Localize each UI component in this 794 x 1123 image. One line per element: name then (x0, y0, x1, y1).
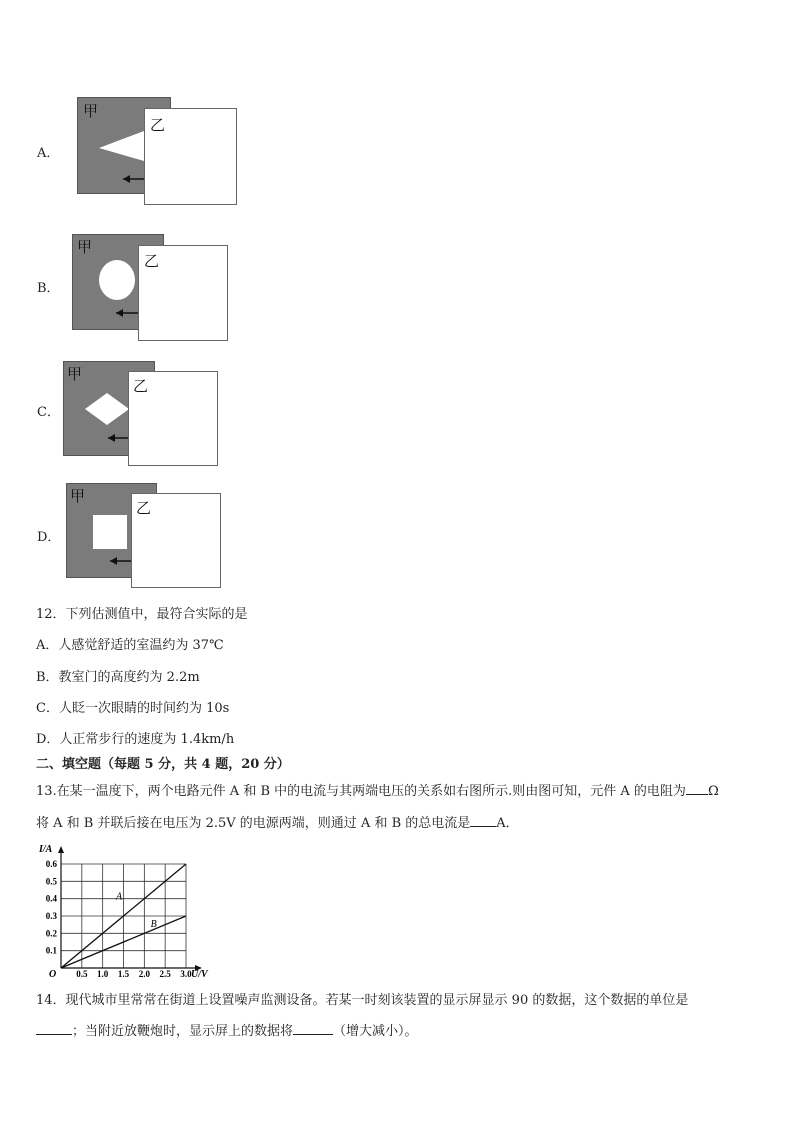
q14-text-2a: ；当附近放鞭炮时，显示屏上的数据将 (72, 1024, 294, 1039)
x-tick-label-2: 1.5 (117, 969, 130, 978)
series-label-A: A (116, 891, 123, 903)
q12-option-b: B．教室门的高度约为 2.2m (36, 670, 200, 685)
series-label-B: B (150, 918, 157, 930)
q12-option-c: C．人眨一次眼睛的时间约为 10s (36, 701, 230, 716)
x-tick-label-1: 1.0 (97, 969, 109, 978)
q12-option-a: A．人感觉舒适的室温约为 37℃ (36, 638, 224, 653)
x-tick-label-3: 2.0 (138, 969, 150, 978)
q13-line-1 (36, 780, 719, 799)
origin-label: O (49, 969, 57, 978)
q13-text-2b: A． (496, 816, 519, 831)
y-tick-label-2: 0.3 (45, 911, 57, 921)
section-2-heading: 二、填空题（每题 5 分，共 4 题，20 分） (36, 757, 290, 772)
option-a-label: A． (37, 146, 60, 161)
q14-line-2 (36, 1020, 418, 1039)
x-tick-label-4: 2.5 (159, 969, 171, 978)
q14-text-2b: （增大减小）。 (333, 1024, 418, 1039)
q13-blank-1[interactable] (686, 782, 708, 795)
y-tick-label-4: 0.5 (45, 876, 57, 887)
iu-graph (30, 838, 240, 978)
option-c-label: C． (37, 405, 60, 420)
q13-text-2a: 将 A 和 B 并联后接在电压为 2.5V 的电源两端，则通过 A 和 B 的总电流是 (36, 816, 471, 831)
option-d-label: D． (37, 530, 61, 545)
figure-b: 甲 乙 (72, 234, 232, 342)
q12-stem: 12．下列估测值中，最符合实际的是 (36, 607, 248, 622)
q13-text-1a: 13.在某一温度下，两个电路元件 A 和 B 中的电流与其两端电压的关系如右图所示.则由图可知，元件 A 的电阻为 (36, 784, 686, 799)
q13-text-1b: Ω (707, 784, 719, 799)
q12-option-d: D．人正常步行的速度为 1.4km/h (36, 732, 235, 747)
q14-line-1: 14．现代城市里常常在街道上设置噪声监测设备。若某一时刻该装置的显示屏显示 90 的数据，这个数据的单位是 (36, 993, 689, 1008)
y-tick-label-5: 0.6 (45, 859, 57, 869)
y-axis-arrow (58, 846, 64, 853)
option-b-label: B． (37, 281, 60, 296)
q14-blank-2[interactable] (293, 1022, 333, 1035)
x-axis-label: U/V (191, 969, 208, 978)
y-axis-label: I/A (39, 844, 53, 855)
figure-a: 甲 乙 (77, 97, 239, 207)
figure-d: 甲 乙 (66, 483, 226, 591)
q14-blank-1[interactable] (36, 1022, 72, 1035)
q13-blank-2[interactable] (470, 814, 496, 827)
q13-line-2 (36, 812, 519, 831)
x-tick-label-0: 0.5 (76, 969, 88, 978)
y-tick-label-1: 0.2 (45, 928, 57, 939)
x-tick-label-5: 3.0 (180, 969, 192, 978)
y-tick-label-3: 0.4 (45, 893, 57, 904)
y-tick-label-0: 0.1 (45, 945, 57, 956)
figure-c: 甲 乙 (63, 361, 223, 469)
